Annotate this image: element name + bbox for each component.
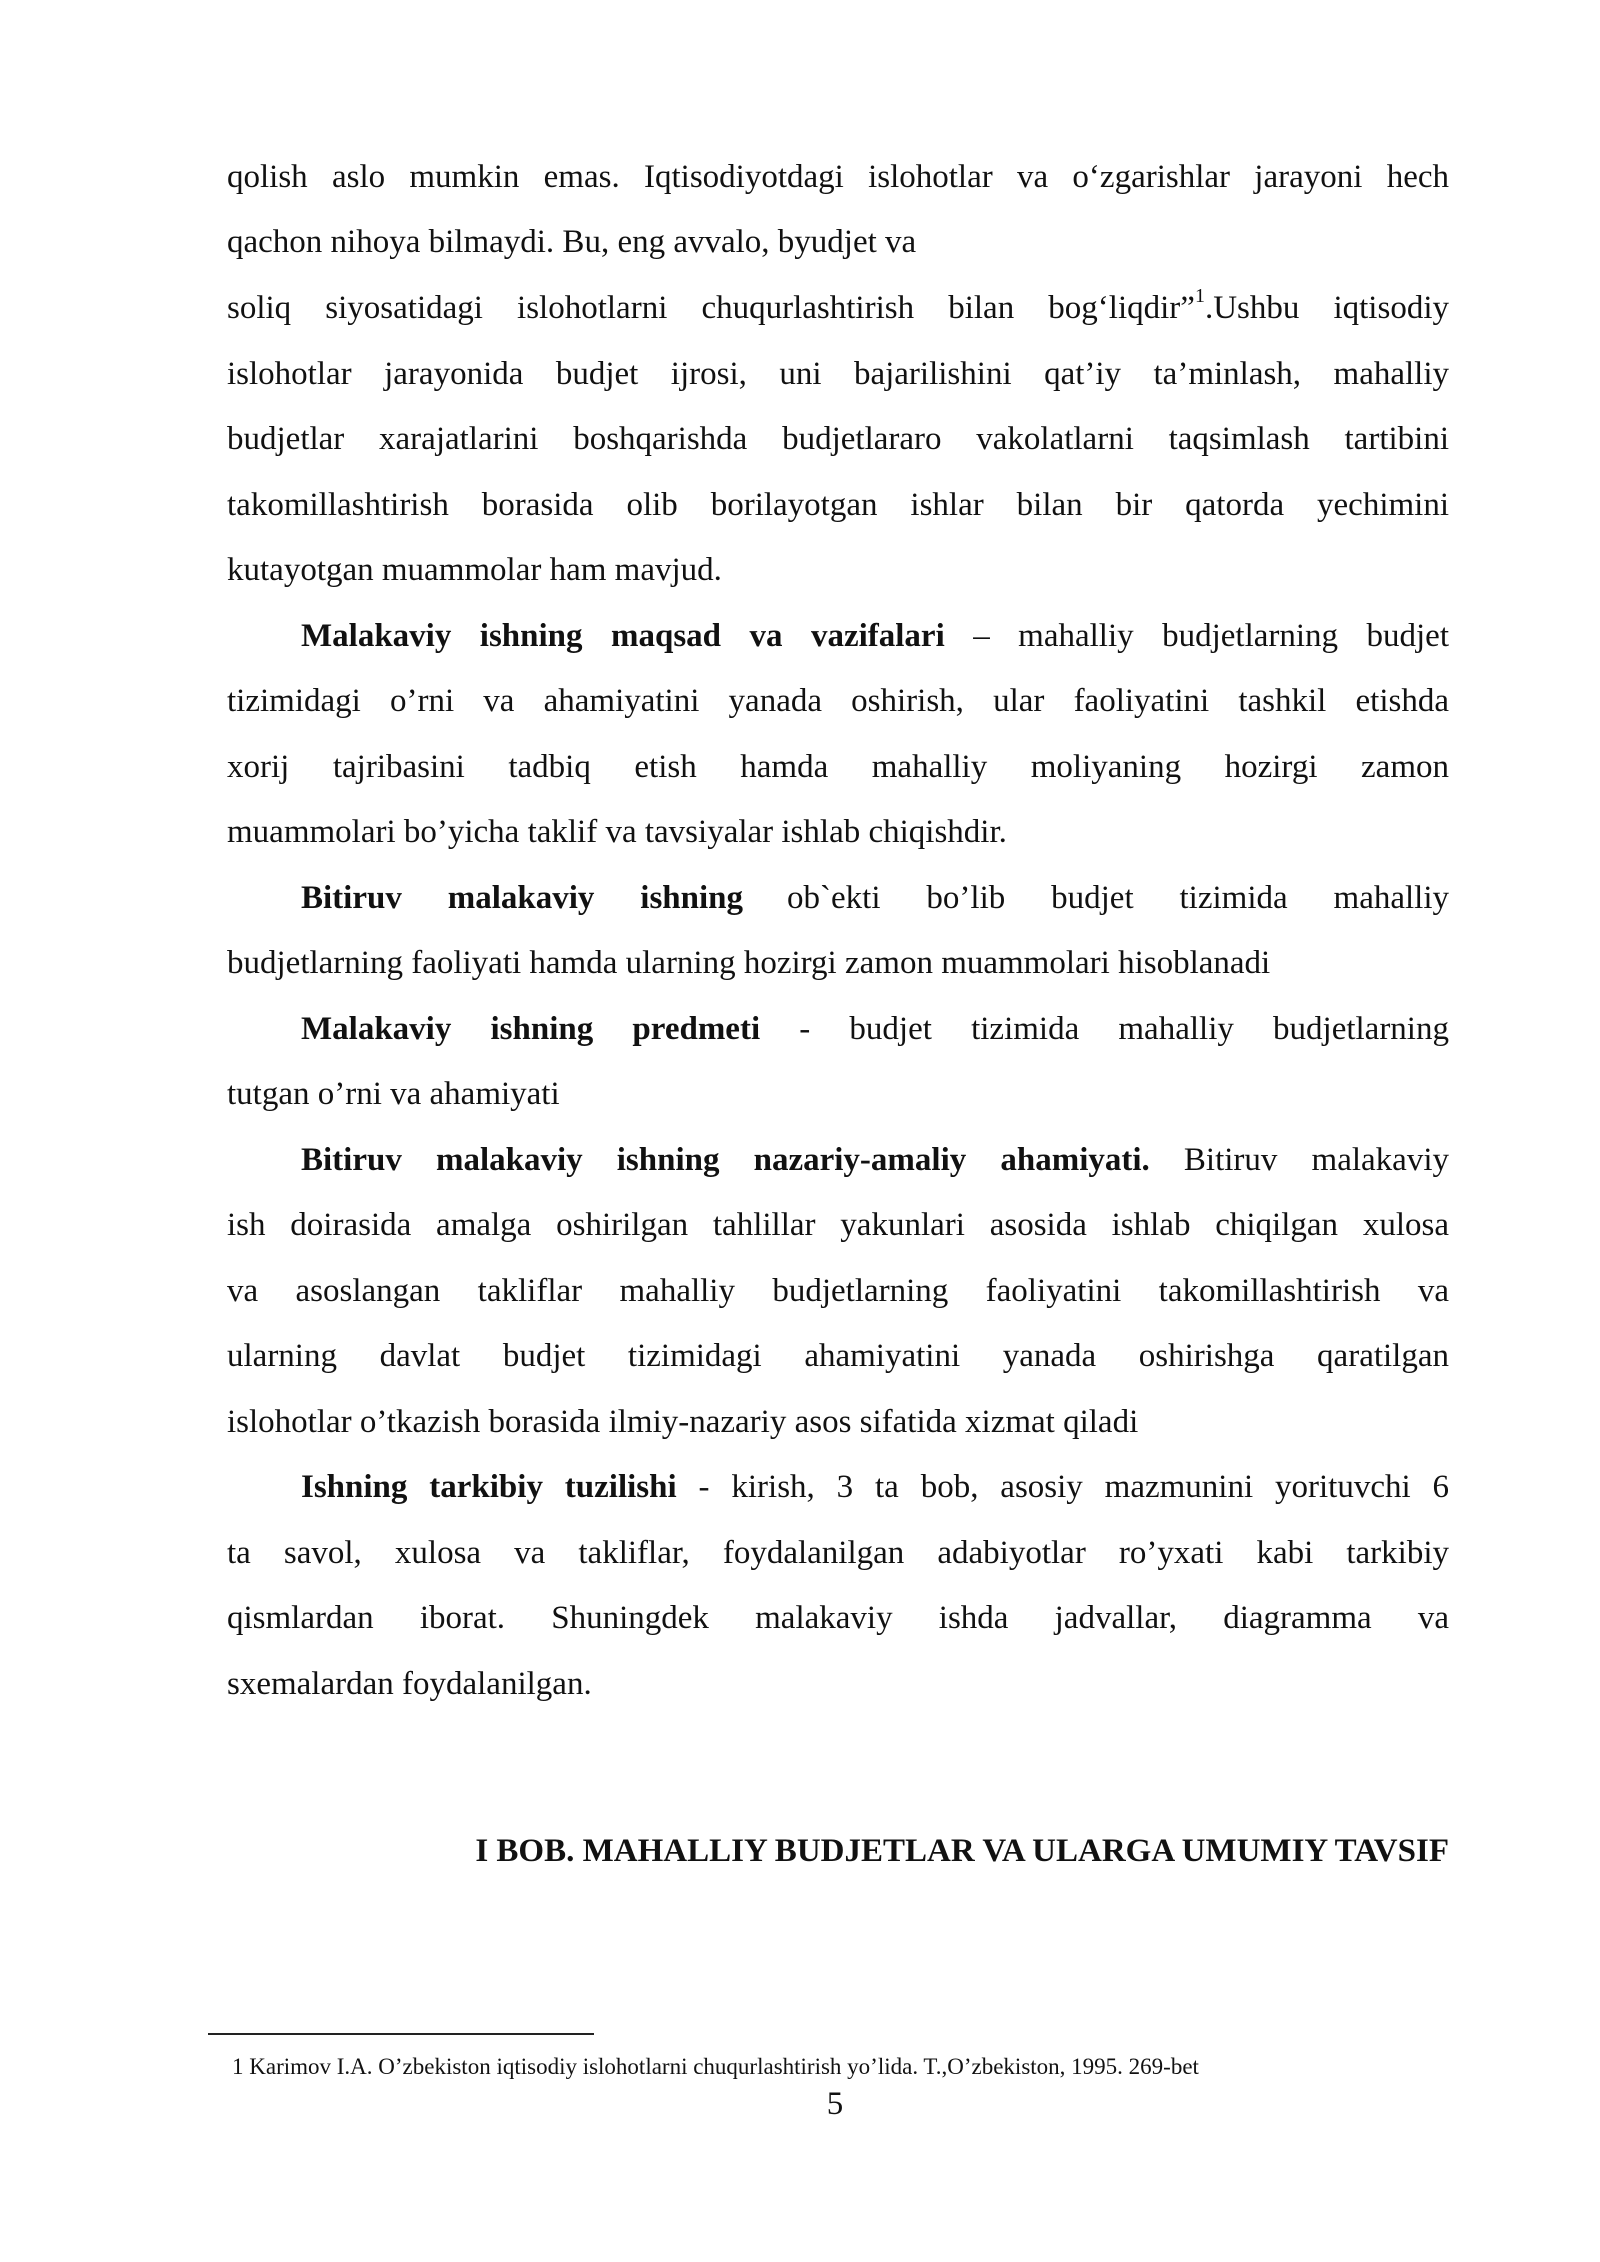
- chapter-heading: I BOB. MAHALLIY BUDJETLAR VA ULARGA UMUMIY TAVSIF: [475, 1833, 1449, 1869]
- paragraph-6-line-3: qismlardan iborat. Shuningdek malakaviy ishda jadvallar, diagramma va: [227, 1600, 1449, 1636]
- paragraph-6-line-2: ta savol, xulosa va takliflar, foydalanilgan adabiyotlar ro’yxati kabi tarkibiy: [227, 1535, 1449, 1571]
- paragraph-1-line-1: qolish aslo mumkin emas. Iqtisodiyotdagi islohotlar va o‘zgarishlar jarayoni hech: [227, 159, 1449, 195]
- paragraph-3-line-2: budjetlarning faoliyati hamda ularning hozirgi zamon muammolari hisoblanadi: [227, 945, 1271, 981]
- paragraph-1-line-3-tail: .Ushbu iqtisodiy: [1204, 290, 1449, 326]
- paragraph-2-line-1-rest: – mahalliy budjetlarning budjet: [944, 618, 1449, 654]
- paragraph-3-line-1: [301, 878, 1449, 918]
- paragraph-6-bold-lead: Ishning tarkibiy tuzilishi: [301, 1469, 677, 1505]
- paragraph-4-line-1: [301, 1009, 1449, 1049]
- paragraph-3-line-1-rest: ob`ekti bo’lib budjet tizimida mahalliy: [787, 880, 1449, 916]
- paragraph-5-line-2: ish doirasida amalga oshirilgan tahlillar yakunlari asosida ishlab chiqilgan xulosa: [227, 1207, 1449, 1243]
- paragraph-2-bold-lead: Malakaviy ishning maqsad va vazifalari: [301, 618, 945, 654]
- paragraph-5-line-1-rest: Bitiruv malakaviy: [1149, 1142, 1449, 1178]
- paragraph-2-line-3: xorij tajribasini tadbiq etish hamda mahalliy moliyaning hozirgi zamon: [227, 749, 1449, 785]
- paragraph-6-line-1-rest: - kirish, 3 ta bob, asosiy mazmunini yorituvchi 6: [676, 1469, 1449, 1505]
- paragraph-5-line-1: [301, 1140, 1449, 1180]
- paragraph-6-line-1: [301, 1467, 1449, 1507]
- footnote-reference: 1: [1194, 285, 1205, 307]
- paragraph-5-line-5: islohotlar o’tkazish borasida ilmiy-nazariy asos sifatida xizmat qiladi: [227, 1404, 1139, 1440]
- paragraph-2-line-1: [301, 616, 1449, 656]
- paragraph-1-line-2: qachon nihoya bilmaydi. Bu, eng avvalo, byudjet va: [227, 224, 917, 260]
- paragraph-5-bold-lead: Bitiruv malakaviy ishning nazariy-amaliy ahamiyati.: [301, 1142, 1150, 1178]
- paragraph-5-line-3: va asoslangan takliflar mahalliy budjetlarning faoliyatini takomillashtirish va: [227, 1273, 1449, 1309]
- footnote-separator: [208, 2033, 594, 2035]
- paragraph-1-line-5: budjetlar xarajatlarini boshqarishda budjetlararo vakolatlarni taqsimlash tartibini: [227, 421, 1449, 457]
- paragraph-4-line-2: tutgan o’rni va ahamiyati: [227, 1076, 560, 1112]
- paragraph-3-bold-lead: Bitiruv malakaviy ishning: [301, 880, 744, 916]
- paragraph-5-line-4: ularning davlat budjet tizimidagi ahamiyatini yanada oshirishga qaratilgan: [227, 1338, 1449, 1374]
- paragraph-1-line-4: islohotlar jarayonida budjet ijrosi, uni bajarilishini qat’iy ta’minlash, mahalliy: [227, 356, 1449, 392]
- paragraph-1-line-3-text: soliq siyosatidagi islohotlarni chuqurlashtirish bilan bog‘liqdir”: [227, 290, 1195, 326]
- paragraph-2-line-4: muammolari bo’yicha taklif va tavsiyalar ishlab chiqishdir.: [227, 814, 1007, 850]
- paragraph-6-line-4: sxemalardan foydalanilgan.: [227, 1666, 592, 1702]
- footnote-text: 1 Karimov I.A. O’zbekiston iqtisodiy islohotlarni chuqurlashtirish yo’lida. T.,O’zbekiston, 1995. 269-bet: [232, 2054, 1199, 2079]
- page-number: 5: [826, 2086, 844, 2122]
- paragraph-4-line-1-rest: - budjet tizimida mahalliy budjetlarning: [760, 1011, 1449, 1047]
- paragraph-4-bold-lead: Malakaviy ishning predmeti: [301, 1011, 761, 1047]
- paragraph-1-line-7: kutayotgan muammolar ham mavjud.: [227, 552, 722, 588]
- paragraph-1-line-3: [227, 285, 1449, 328]
- paragraph-2-line-2: tizimidagi o’rni va ahamiyatini yanada oshirish, ular faoliyatini tashkil etishda: [227, 683, 1449, 719]
- paragraph-1-line-6: takomillashtirish borasida olib borilayotgan ishlar bilan bir qatorda yechimini: [227, 487, 1449, 523]
